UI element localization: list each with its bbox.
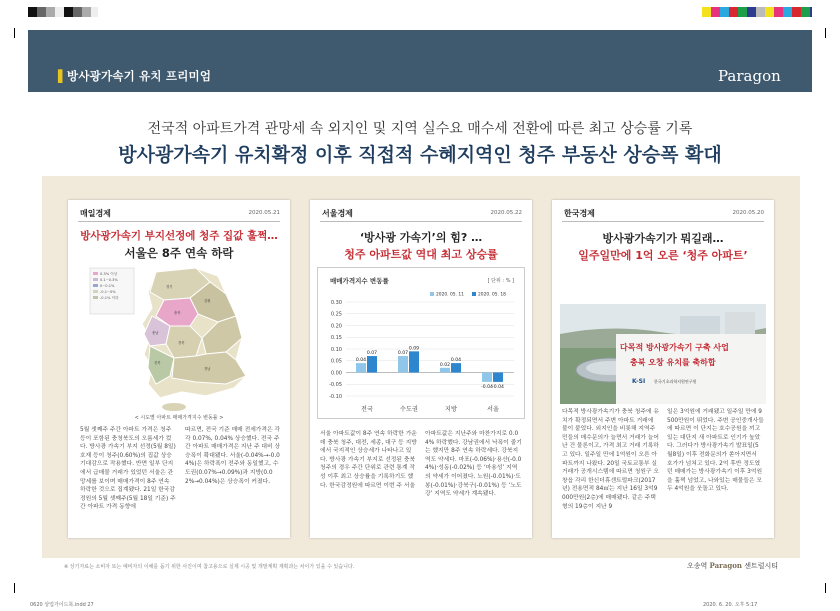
svg-text:0.1~0.3%: 0.1~0.3% [100,278,118,282]
bar [367,356,377,372]
news-photo [560,304,766,404]
article-card-seoul [310,200,532,538]
y-tick-label: -0.10 [329,393,342,400]
article-body-col1: 서울 아파트값이 8주 연속 하락한 가운데 충북 청주, 대전, 세종, 대구 등 지방에서 국지적인 상승세가 나타나고 있다. 방사광 가속기 부지로 선정된 충북 청주의 경우 주간 단위로 관련 통계 작성 이후 최고 상승률을 기록하기도 했다. 한국감정원에 따르면 이번 주 서울 [320,431,417,489]
y-tick-label: 0.15 [330,335,342,342]
svg-text:충남: 충남 [152,331,159,335]
svg-text:충북: 충북 [174,311,181,315]
divider [78,221,280,222]
footer-brand-suffix: 센트럴시티 [744,562,779,570]
data-label: 0.04 [355,358,367,364]
x-category-label: 서울 [487,406,499,413]
article-body-col2: 일은 3억원에 거래됐고 일주일 만에 9500만원이 뛰었다. 주변 공인중개사들에 따르면 이 단지는 호수공원을 끼고 있는 대단지 새 아파트로 인기가 높았다. 그러다가 방사광가속기 발표일(5월8일) 이후 전화문의가 쏟아지면서 호가가 넘쳐고 있다. 2억 후반 정도였던 매매가는 방사광가속기 이후 3억원을 훌쩍 넘었고, 나와있는 매물들은 모두 4억원을 웃돌고 있다. [667,409,764,493]
crop-mark [14,583,15,593]
article-title-line1: ‘방사광 가속기’의 힘? … [359,231,483,244]
svg-text:-0.1~0%: -0.1~0% [100,290,116,294]
footer-brand-prefix: 오송역 [687,562,708,570]
legend-label: 2020. 05. 18 [478,292,506,298]
article-source: 한국경제 [564,209,595,218]
article-title-line1: 방사광가속기 부지선정에 청주 집값 훌쩍… [80,230,278,242]
section-tag-marker: ▌ [58,69,68,83]
article-source: 매일경제 [80,209,111,218]
article-body-col1: 5월 셋째주 주간 아파트 가격은 청주 등이 포함된 충청북도의 오름세가 컸다. 방사광 가속기 부지 선정(5월 8일) 호재 등이 청주(0.60%)의 집값 상승 기대감으로 작용했다. 반면 일부 단지에서 급매물 거래가 있었던 서울은 관망세를 보이며 매매가격이 8주 연속 하락한 것으로 집계됐다. 21일 한국감정원의 5월 셋째주(5월 18일 기준) 주간 아파트 가격 동향에 [80,427,176,511]
color-swatch-bar-left [28,7,98,17]
page-headline: 방사광가속기 유치확정 이후 직접적 수혜지역인 청주 부동산 상승폭 확대 [118,144,722,166]
svg-text:0.3% 이상: 0.3% 이상 [100,272,118,276]
section-tag [58,68,211,84]
bar [482,373,492,382]
chart-title: 매매가격지수 변동률 [330,277,389,285]
data-label: 0.04 [450,358,462,364]
crop-mark [14,28,15,38]
article-date: 2020.05.20 [732,210,764,216]
article-title-line2: 청주 아파트값 역대 최고 상승률 [344,248,498,261]
section-tag-label: 방사광가속기 유치 프리미엄 [67,69,212,83]
bar-chart [318,268,524,418]
y-tick-label: 0.20 [330,323,342,330]
print-info-left: 0620 상업가이드북.indd 27 [30,602,94,608]
x-category-label: 수도권 [400,406,418,413]
bar [451,363,461,372]
banner-line2: 충북 오창 유치를 축하합 [630,358,716,367]
legend-label: 2020. 05. 11 [436,292,464,298]
print-info-right: 2020. 6. 20. 오후 5:17 [703,602,758,608]
article-body-col2: 따르면, 전국 기준 매매 전세가격은 각각 0.07%, 0.04% 상승했다. 전국 주간 아파트 매매가격은 지난 주 대비 상승폭이 확대됐다. 서울(-0.04%→-0.04%)은 하락폭이 전주와 동일했고, 수도권(0.07%→0.09%)과 지방(0.02%→0.04%)은 상승폭이 커졌다. [185,427,281,485]
bar [356,363,366,372]
y-tick-label: 0.05 [330,358,342,365]
article-card-maeil [68,200,290,538]
y-tick-label: 0.25 [330,311,342,318]
bar [409,351,419,372]
article-source: 서울경제 [322,209,353,218]
y-tick-label: -0.05 [329,382,342,389]
data-label: 0.02 [439,362,451,368]
chart-unit-label: [ 단위 : % ] [487,278,514,284]
article-date: 2020.05.21 [248,210,280,216]
svg-text:경북: 경북 [178,341,185,345]
data-label: 0.07 [366,351,378,357]
svg-text:0~0.1%: 0~0.1% [100,284,115,288]
article-card-hankyung [552,200,774,538]
legend-swatch [430,292,434,296]
x-category-label: 전국 [361,406,373,413]
legend-swatch [472,292,476,296]
divider [320,221,522,222]
svg-text:경기: 경기 [166,285,173,289]
article-title-line2: 서울은 8주 연속 하락 [124,246,234,260]
y-tick-label: 0.10 [330,346,342,353]
data-label: 0.07 [397,351,409,357]
data-label: -0.04 [481,384,493,390]
footer-brand [687,561,778,571]
article-title-line1: 방사광가속기가 뭐길래… [602,232,724,245]
svg-text:전북: 전북 [154,361,161,365]
banner-org: 한국기초과학지원연구원 [654,379,697,384]
data-label: 0.09 [408,346,420,352]
banner-logo: K-SI [632,378,646,385]
article-body-col2: 아파트값은 지난주와 마찬가지로 0.04% 하락했다. 강남권에서 낙폭이 줄기는 했지만 8주 연속 하락세다. 강북지역도 약세다. 마포(-0.06%)·용산(-0.04%)·성동(-0.02%) 등 ‘마용성’ 지역의 약세가 이어졌다. 노원(-0.01%)·도봉(-0.01%)·강북구(-0.01%) 등 ‘노도강’ 지역도 약세가 계속됐다. [425,431,522,498]
banner-line1: 다목적 방사광가속기 구축 사업 [620,343,729,352]
footer-brand-name: Paragon [709,561,743,570]
article-title-line2: 일주일만에 1억 오른 ‘청주 아파트’ [578,249,748,262]
crop-mark [825,28,826,38]
bar [398,356,408,372]
map-caption: < 시도별 아파트 매매가격지수 변동률 > [134,415,224,421]
svg-text:경남: 경남 [204,367,211,371]
bar [440,368,450,373]
brand-logo: Paragon [718,67,781,85]
article-body-col1: 다목적 방사광가속기가 충북 청주에 유치가 확정되면서 주변 아파트 거래에 불이 붙었다. 외지인을 비롯해 지역주민들의 매수문의가 늘면서 거래가 늘어난 건 물론이고, 가격 최고 거래 기록하고 있다. 일주일 만에 1억원이 오른 아파트까지 나왔다. 20일 국토교통부 실거래가 공개시스템에 따르면 청원구 오창읍 각리 한신더휴센트럴파크(2017년) 전용면적 84㎡는 지난 16일 3억9000만원(2층)에 매매됐다. 같은 주택형의 19층이 지난 9 [562,409,659,510]
color-swatch-bar-right [702,7,812,17]
divider [562,221,764,222]
x-category-label: 지방 [445,406,457,413]
page-subtitle: 전국적 아파트가격 관망세 속 외지인 및 지역 실수요 매수세 전환에 따른 최고 상승률 기록 [147,121,693,137]
banner [616,334,766,404]
bar [493,373,503,382]
crop-mark [825,583,826,593]
y-tick-label: 0.00 [330,370,342,377]
y-tick-label: 0.30 [330,299,342,306]
korea-map-image [86,264,276,412]
data-label: -0.04 [492,384,504,390]
svg-text:-0.1% 이하: -0.1% 이하 [100,296,119,300]
chart-container [317,267,525,419]
svg-text:강원: 강원 [204,299,211,303]
article-date: 2020.05.22 [490,210,522,216]
footer-disclaimer: ※ 상기자료는 소비자 또는 예비자의 이해를 돕기 위한 사진이며 참고용으로 실제 시공 및 개발계획 계획과는 차이가 있을 수 있습니다. [64,564,355,570]
